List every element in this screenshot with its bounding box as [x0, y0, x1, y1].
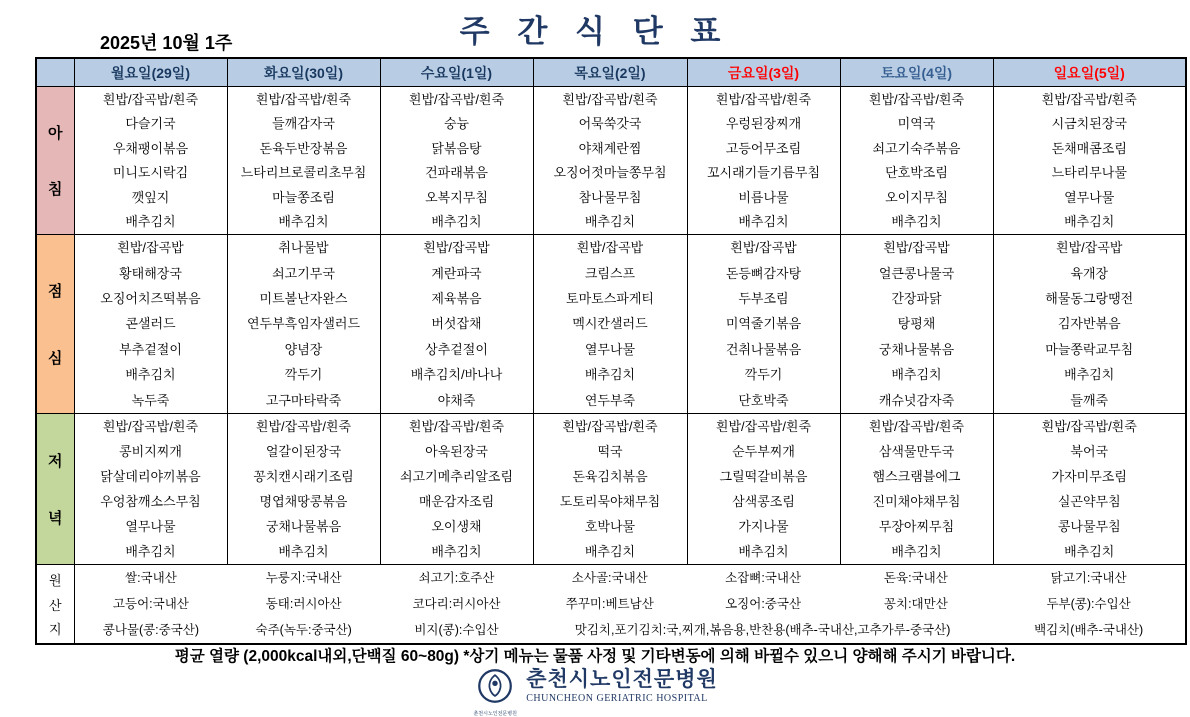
- menu-item: 미트볼난자완스: [259, 291, 348, 307]
- hospital-logo: [472, 668, 518, 717]
- menu-item: 진미채야채무침: [872, 494, 961, 509]
- meal-label-char: 녁: [48, 510, 63, 527]
- menu-item: 흰밥/잡곡밥/흰죽: [255, 419, 352, 434]
- origin-item: 콩나물(콩:중국산): [102, 622, 200, 637]
- origin-item: 오징어:중국산: [725, 596, 802, 611]
- menu-cell-lunch-day0: [74, 235, 227, 414]
- menu-cell-stack: [381, 414, 533, 564]
- menu-cell-stack: [534, 414, 687, 564]
- menu-cell-breakfast-day4: [687, 87, 840, 235]
- menu-item: 매운감자조림: [418, 494, 495, 509]
- menu-table-body: [36, 58, 1186, 644]
- menu-item: 배추김치: [1064, 367, 1115, 383]
- menu-cell-stack: [228, 87, 380, 234]
- menu-cell-breakfast-day0: [74, 87, 227, 235]
- menu-cell-stack: [75, 87, 227, 234]
- menu-item: 들깨감자국: [272, 116, 335, 132]
- menu-item: 꽁치캔시래기조림: [253, 469, 354, 484]
- menu-item: 순두부찌개: [732, 444, 795, 459]
- menu-item: 두부조림: [738, 291, 789, 307]
- meal-label-char: 침: [48, 181, 63, 198]
- menu-item: 흰밥/잡곡밥/흰죽: [868, 91, 965, 107]
- meal-label-lunch: [36, 235, 74, 414]
- menu-item: 햄스크램블에그: [872, 469, 961, 484]
- menu-item: 궁채나물볶음: [878, 341, 955, 357]
- menu-item: 깍두기: [284, 367, 323, 383]
- origin-label-char: 지: [48, 621, 62, 637]
- menu-item: 배추김치: [738, 544, 789, 559]
- menu-item: 흰밥/잡곡밥/흰죽: [562, 91, 658, 107]
- menu-item: 닭볶음탕: [431, 140, 482, 156]
- menu-cell-dinner-day4: [687, 414, 840, 565]
- menu-item: 흰밥/잡곡밥: [883, 240, 950, 256]
- origin-item: 쇠고기:호주산: [418, 570, 495, 585]
- menu-item: 가자미무조림: [1051, 469, 1127, 484]
- menu-cell-stack: [534, 87, 687, 234]
- origin-item: 쭈꾸미:베트남산: [565, 596, 654, 611]
- menu-item: 배추김치: [278, 544, 329, 559]
- origin-item: 소사골:국내산: [571, 570, 648, 585]
- menu-item: 흰밥/잡곡밥/흰죽: [102, 419, 199, 434]
- menu-item: 육개장: [1070, 265, 1109, 281]
- meal-label-char: 점: [48, 283, 63, 301]
- menu-cell-stack: [688, 235, 840, 413]
- menu-cell-lunch-day3: [533, 235, 687, 414]
- menu-item: 배추김치: [431, 544, 482, 559]
- day-header-0: 월요일(29일): [74, 58, 227, 87]
- menu-item: 배추김치: [738, 214, 789, 230]
- menu-item: 야채계란찜: [578, 140, 642, 156]
- menu-item: 실곤약무침: [1057, 494, 1121, 509]
- meal-row-dinner: [36, 414, 1186, 565]
- menu-item: 오징어치즈떡볶음: [100, 291, 201, 307]
- menu-item: 비름나물: [738, 189, 789, 205]
- menu-item: 멕시칸샐러드: [572, 316, 648, 332]
- menu-item: 그릴떡갈비볶음: [719, 469, 808, 484]
- menu-item: 황태해장국: [119, 265, 182, 281]
- hospital-footer: [0, 668, 1190, 717]
- menu-item: 연두부흑임자샐러드: [246, 316, 361, 332]
- menu-item: 크림스프: [584, 265, 636, 281]
- menu-item: 깍두기: [744, 367, 783, 383]
- origin-item: 비지(콩):수입산: [414, 622, 499, 637]
- menu-item: 얼큰콩나물국: [878, 265, 955, 281]
- origin-item: 백김치(배추-국내산): [1034, 622, 1144, 637]
- menu-item: 흰밥/잡곡밥/흰죽: [408, 91, 505, 107]
- menu-item: 마늘쫑조림: [272, 189, 335, 205]
- origin-item: 고등어:국내산: [112, 596, 189, 611]
- menu-item: 캐슈넛감자죽: [878, 392, 955, 408]
- menu-cell-lunch-day6: [993, 235, 1186, 414]
- menu-item: 흰밥/잡곡밥: [576, 240, 644, 256]
- menu-item: 버섯잡채: [431, 316, 482, 332]
- menu-item: 깻잎지: [131, 189, 170, 205]
- menu-item: 흰밥/잡곡밥/흰죽: [868, 419, 965, 434]
- menu-item: 궁채나물볶음: [265, 519, 342, 534]
- meal-label-breakfast: [36, 87, 74, 235]
- day-header-3: 목요일(2일): [533, 58, 687, 87]
- menu-cell-stack: [688, 87, 840, 234]
- menu-item: 열무나물: [125, 519, 176, 534]
- menu-item: 가지나물: [738, 519, 789, 534]
- menu-cell-dinner-day3: [533, 414, 687, 565]
- menu-item: 오이지무침: [885, 189, 948, 205]
- menu-item: 취나물밥: [278, 240, 329, 256]
- meal-label-text-breakfast: [37, 87, 74, 234]
- menu-item: 우엉참깨소스무침: [100, 494, 201, 509]
- menu-cell-dinner-day5: [840, 414, 993, 565]
- day-header-row: [36, 58, 1186, 87]
- menu-item: 쇠고기무국: [272, 265, 335, 281]
- origin-item: 소잡뼈:국내산: [725, 570, 802, 585]
- origin-item: 두부(콩):수입산: [1046, 596, 1131, 611]
- menu-item: 배추김치: [125, 544, 176, 559]
- menu-item: 양념장: [284, 341, 323, 357]
- menu-item: 얼갈이된장국: [265, 444, 342, 459]
- menu-item: 흰밥/잡곡밥/흰죽: [255, 91, 352, 107]
- origin-label: [36, 565, 74, 645]
- hospital-emblem-icon: [477, 668, 513, 709]
- menu-item: 흰밥/잡곡밥/흰죽: [1041, 91, 1137, 107]
- menu-item: 돈채매콤조림: [1051, 140, 1127, 156]
- menu-item: 배추김치: [584, 544, 636, 559]
- menu-item: 흰밥/잡곡밥/흰죽: [1041, 419, 1137, 434]
- menu-cell-stack: [994, 87, 1186, 234]
- day-header-5: 토요일(4일): [840, 58, 993, 87]
- menu-cell-stack: [228, 235, 380, 413]
- hospital-name: 춘천시노인전문병원: [526, 667, 718, 691]
- menu-item: 돈육김치볶음: [572, 469, 648, 484]
- menu-item: 흰밥/잡곡밥: [1056, 240, 1123, 256]
- menu-item: 들깨죽: [1070, 392, 1109, 408]
- menu-item: 야채죽: [437, 392, 476, 408]
- meal-row-lunch: [36, 235, 1186, 414]
- menu-cell-lunch-day2: [380, 235, 533, 414]
- menu-item: 제육볶음: [431, 291, 482, 307]
- menu-item: 도토리묵야채무침: [559, 494, 661, 509]
- menu-cell-stack: [841, 87, 993, 234]
- menu-item: 다슬기국: [125, 116, 176, 132]
- menu-item: 고구마타락죽: [265, 392, 342, 408]
- day-header-1: 화요일(30일): [227, 58, 380, 87]
- menu-item: 건파래볶음: [425, 165, 488, 181]
- menu-cell-stack: [381, 87, 533, 234]
- menu-item: 아욱된장국: [425, 444, 488, 459]
- day-header-6: 일요일(5일): [993, 58, 1186, 87]
- menu-item: 배추김치: [891, 544, 942, 559]
- menu-cell-lunch-day5: [840, 235, 993, 414]
- menu-cell-stack: [994, 414, 1186, 564]
- menu-cell-stack: [534, 235, 687, 413]
- menu-item: 흰밥/잡곡밥: [117, 240, 184, 256]
- menu-cell-stack: [228, 414, 380, 564]
- origin-label-char: 원: [48, 573, 62, 589]
- origin-grid: [75, 565, 1186, 643]
- menu-cell-stack: [75, 235, 227, 413]
- menu-item: 쇠고기숙주볶음: [872, 140, 961, 156]
- hospital-name-en: CHUNCHEON GERIATRIC HOSPITAL: [526, 693, 708, 705]
- menu-item: 우채팽이볶음: [112, 140, 189, 156]
- menu-item: 배추김치: [891, 214, 942, 230]
- menu-item: 오징어젓마늘쫑무침: [553, 165, 667, 181]
- origin-item: 돈육:국내산: [883, 570, 948, 585]
- menu-item: 명엽채땅콩볶음: [259, 494, 348, 509]
- menu-item: 닭살데리야끼볶음: [100, 469, 201, 484]
- menu-item: 돈등뼈감자탕: [725, 265, 802, 281]
- origin-cell: [74, 565, 1186, 645]
- menu-item: 탕평채: [897, 316, 936, 332]
- corner-cell: [36, 58, 74, 87]
- menu-cell-dinner-day0: [74, 414, 227, 565]
- menu-item: 미역줄기볶음: [725, 316, 802, 332]
- menu-cell-stack: [841, 235, 993, 413]
- menu-item: 흰밥/잡곡밥/흰죽: [562, 419, 658, 434]
- menu-item: 배추김치: [1064, 544, 1115, 559]
- menu-item: 토마토스파게티: [566, 291, 654, 307]
- menu-cell-dinner-day6: [993, 414, 1186, 565]
- hospital-logo-tiny-label: 춘천시노인전문병원: [473, 711, 517, 717]
- menu-cell-dinner-day1: [227, 414, 380, 565]
- origin-row: [36, 565, 1186, 645]
- menu-item: 시금치된장국: [1051, 116, 1127, 132]
- menu-cell-stack: [75, 414, 227, 564]
- origin-item: 숙주(녹두:중국산): [255, 622, 352, 637]
- menu-item: 고등어무조림: [725, 140, 802, 156]
- menu-item: 마늘쫑락교무침: [1045, 341, 1134, 357]
- menu-item: 무장아찌무침: [878, 519, 955, 534]
- meal-label-char: 심: [48, 349, 63, 367]
- meal-label-char: 저: [48, 453, 63, 470]
- menu-item: 상추겉절이: [425, 341, 488, 357]
- menu-item: 간장파닭: [891, 291, 942, 307]
- menu-item: 돈육두반장볶음: [259, 140, 348, 156]
- menu-item: 느타리브로콜리초무침: [240, 165, 367, 181]
- page-title: 주 간 식 단 표: [459, 14, 731, 49]
- menu-item: 호박나물: [584, 519, 636, 534]
- menu-item: 북어국: [1070, 444, 1109, 459]
- origin-item: 코다리:러시아산: [412, 596, 501, 611]
- menu-item: 배추김치: [584, 214, 636, 230]
- day-header-2: 수요일(1일): [380, 58, 533, 87]
- menu-item: 배추김치: [584, 367, 636, 383]
- origin-label-text: [37, 565, 74, 643]
- menu-item: 부추겉절이: [119, 341, 182, 357]
- menu-item: 녹두죽: [131, 392, 170, 408]
- menu-item: 계란파국: [431, 265, 482, 281]
- origin-item: 쌀:국내산: [125, 570, 177, 585]
- menu-item: 김자반볶음: [1057, 316, 1121, 332]
- meal-label-char: 아: [48, 125, 63, 142]
- menu-item: 단호박조림: [885, 165, 948, 181]
- menu-item: 쇠고기메추리알조림: [399, 469, 514, 484]
- menu-cell-breakfast-day6: [993, 87, 1186, 235]
- menu-item: 떡국: [597, 444, 623, 459]
- origin-item: 동태:러시아산: [265, 596, 342, 611]
- menu-item: 흰밥/잡곡밥/흰죽: [715, 419, 812, 434]
- menu-cell-lunch-day4: [687, 235, 840, 414]
- menu-cell-stack: [994, 235, 1186, 413]
- menu-item: 배추김치: [1064, 214, 1115, 230]
- origin-item: 누룽지:국내산: [265, 570, 342, 585]
- menu-table: [35, 57, 1187, 645]
- menu-item: 콩나물무침: [1057, 519, 1121, 534]
- menu-item: 삼색물만두국: [878, 444, 955, 459]
- menu-cell-breakfast-day1: [227, 87, 380, 235]
- menu-item: 해물동그랑땡전: [1045, 291, 1134, 307]
- menu-item: 흰밥/잡곡밥/흰죽: [715, 91, 812, 107]
- menu-item: 흰밥/잡곡밥: [423, 240, 490, 256]
- menu-item: 배추김치: [278, 214, 329, 230]
- menu-item: 연두부죽: [584, 392, 636, 408]
- meal-row-breakfast: [36, 87, 1186, 235]
- menu-item: 미역국: [897, 116, 936, 132]
- menu-item: 배추김치: [891, 367, 942, 383]
- menu-item: 배추김치/바나나: [410, 367, 503, 383]
- menu-item: 콘샐러드: [125, 316, 176, 332]
- menu-cell-lunch-day1: [227, 235, 380, 414]
- menu-item: 콩비지찌개: [119, 444, 182, 459]
- menu-item: 건취나물볶음: [725, 341, 802, 357]
- meal-label-text-dinner: [37, 414, 74, 564]
- menu-item: 미니도시락김: [112, 165, 189, 181]
- menu-item: 배추김치: [125, 214, 176, 230]
- menu-item: 단호박죽: [738, 392, 789, 408]
- menu-cell-stack: [381, 235, 533, 413]
- day-header-4: 금요일(3일): [687, 58, 840, 87]
- menu-cell-dinner-day2: [380, 414, 533, 565]
- menu-item: 흰밥/잡곡밥: [730, 240, 797, 256]
- footer-note: 평균 열량 (2,000kcal내외,단백질 60~80g) *상기 메뉴는 물품 사정 및 기타변동에 의해 바뀔수 있으니 양해해 주시기 바랍니다.: [174, 648, 1016, 665]
- menu-cell-stack: [688, 414, 840, 564]
- origin-item-kimchi-span: 맛김치,포기김치:국,찌개,볶음용,반찬용(배추-국내산,고추가루-중국산): [574, 622, 951, 637]
- menu-item: 배추김치: [125, 367, 176, 383]
- menu-item: 삼색콩조림: [732, 494, 795, 509]
- menu-item: 느타리무나물: [1051, 165, 1127, 181]
- menu-cell-stack: [841, 414, 993, 564]
- menu-item: 숭늉: [443, 116, 470, 132]
- origin-item: 닭고기:국내산: [1050, 570, 1127, 585]
- meal-label-text-lunch: [37, 235, 74, 413]
- week-label: 2025년 10월 1주: [100, 29, 362, 60]
- menu-item: 배추김치: [431, 214, 482, 230]
- menu-cell-breakfast-day5: [840, 87, 993, 235]
- menu-item: 참나물무침: [578, 189, 642, 205]
- menu-item: 흰밥/잡곡밥/흰죽: [102, 91, 199, 107]
- menu-item: 오복지무침: [425, 189, 488, 205]
- menu-item: 열무나물: [1064, 189, 1115, 205]
- menu-item: 우렁된장찌개: [725, 116, 802, 132]
- origin-item: 꽁치:대만산: [883, 596, 948, 611]
- menu-item: 열무나물: [584, 341, 636, 357]
- menu-cell-breakfast-day3: [533, 87, 687, 235]
- meal-label-dinner: [36, 414, 74, 565]
- origin-label-char: 산: [48, 597, 62, 613]
- menu-item: 흰밥/잡곡밥/흰죽: [408, 419, 505, 434]
- menu-item: 어묵쑥갓국: [578, 116, 642, 132]
- menu-item: 꼬시래기들기름무침: [706, 165, 821, 181]
- menu-cell-breakfast-day2: [380, 87, 533, 235]
- menu-item: 오이생채: [431, 519, 482, 534]
